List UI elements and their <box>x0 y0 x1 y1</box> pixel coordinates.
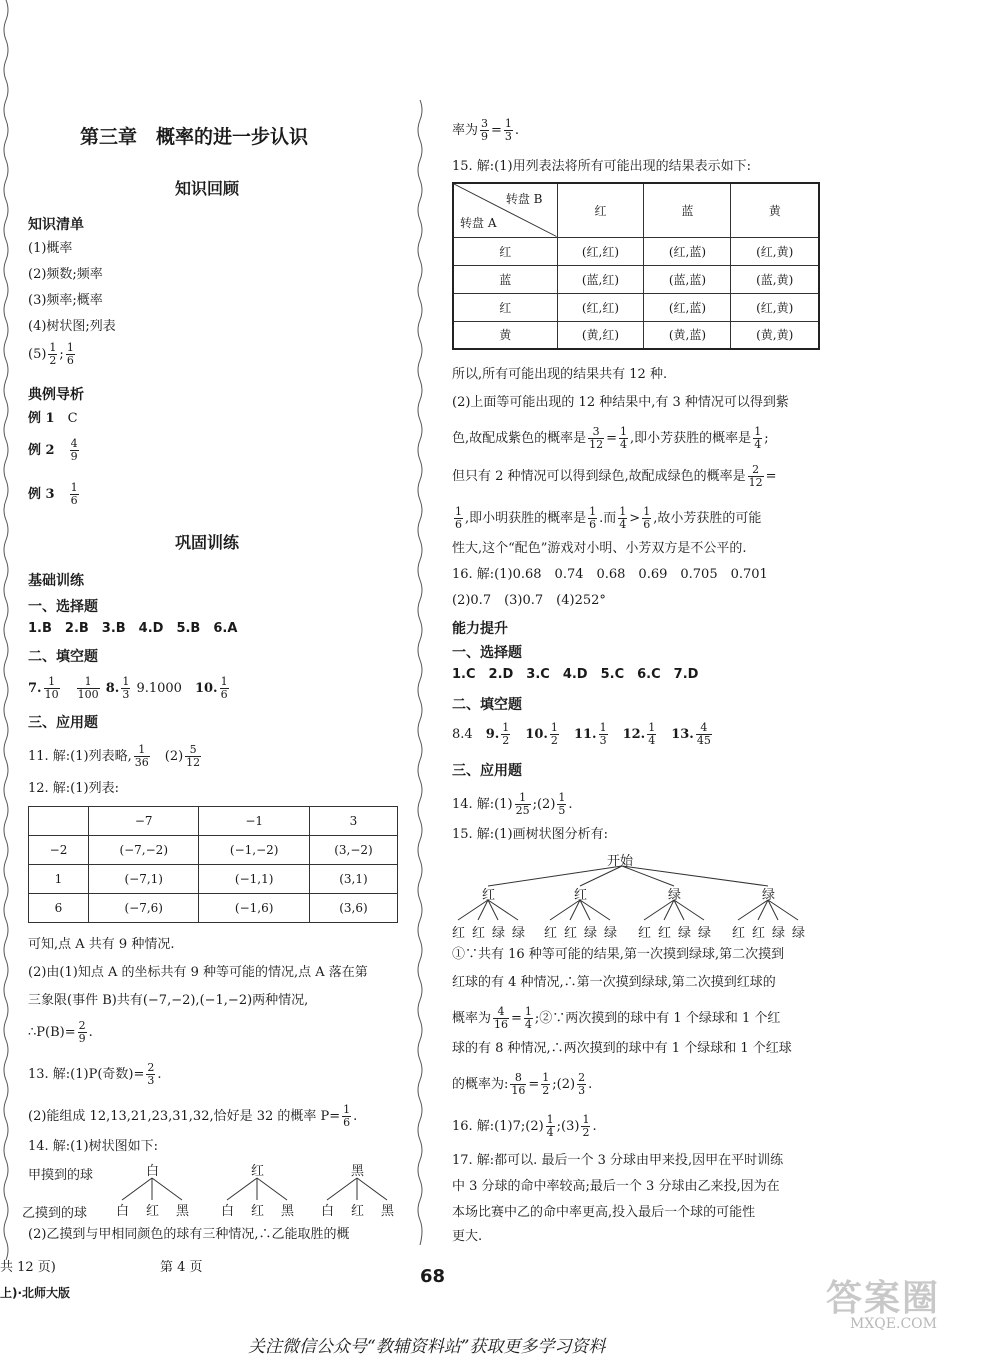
r-q16-part1: 16. 解:(1)0.68 0.74 0.68 0.69 0.705 0.701 <box>452 567 768 582</box>
tree-leaf: 红 <box>564 926 578 941</box>
table-cell: 蓝 <box>644 183 731 237</box>
table-cell: (蓝,蓝) <box>644 265 731 293</box>
review-title: 知识回顾 <box>175 179 240 198</box>
q14-intro: 14. 解:(1)树状图如下: <box>28 1139 158 1154</box>
q14-top-black: 黑 <box>351 1164 365 1179</box>
r-q15-part2: (2)上面等可能出现的 12 种结果中,有 3 种情况可以得到紫 <box>452 395 789 410</box>
table-cell: 蓝 <box>453 265 557 293</box>
tree-leaf: 红 <box>472 926 486 941</box>
q14-row2-label: 乙摸到的球 <box>22 1206 88 1221</box>
r-q15-tree-diagram <box>452 864 822 944</box>
bottom-promo-text: 关注微信公众号“教辅资料站”获取更多学习资料 <box>248 1337 606 1357</box>
table-cell: (蓝,红) <box>557 265 644 293</box>
tree-leaf: 绿 <box>678 926 692 941</box>
basic-heading: 基础训练 <box>28 573 84 589</box>
footer-page-label: 第 4 页 <box>160 1260 203 1275</box>
section-choice: 一、选择题 <box>28 599 98 615</box>
q15-table <box>452 182 820 350</box>
list-item-2: (2)频数;频率 <box>28 267 103 282</box>
table-cell: −7 <box>89 807 199 836</box>
r-q16-part2: (2)0.7 (3)0.7 (4)252° <box>452 593 606 608</box>
table-row <box>453 293 819 321</box>
r-q15-analysis-2: 红球的有 4 种情况,∴第一次摸到绿球,第二次摸到红球的 <box>452 975 776 990</box>
list-item-5: (5) $\frac{1}{2}$ ; $\frac{1}{6}$ <box>28 341 74 367</box>
q14-top-white: 白 <box>146 1164 160 1179</box>
tree-leaf: 绿 <box>604 926 618 941</box>
table-cell: 6 <box>29 894 89 923</box>
tree-leaf: 红 <box>752 926 766 941</box>
tree-leaf: 红 <box>732 926 746 941</box>
tree-leaf: 绿 <box>492 926 506 941</box>
tree-level1: 红 <box>574 888 588 903</box>
r-q17-line3: 本场比赛中乙的命中率更高,投入最后一个球的可能性 <box>452 1205 756 1220</box>
list-heading: 知识清单 <box>28 217 84 233</box>
table-cell: 黄 <box>453 321 557 349</box>
table-cell: (红,红) <box>557 293 644 321</box>
r-q17-line4: 更大. <box>452 1229 483 1244</box>
r-q15-purple: 色,故配成紫色的概率是 $\frac{3}{12}$ = $\frac{1}{4}$ ,即小芳获胜的概率是 $\frac{1}{4}$ ; <box>452 425 769 451</box>
q13-part1: 13. 解:(1)P(奇数)= $\frac{2}{3}$ . <box>28 1061 162 1087</box>
r-q15-green: 但只有 2 种情况可以得到绿色,故配成绿色的概率是 $\frac{2}{12}$ = <box>452 463 777 489</box>
q12-intro: 12. 解:(1)列表: <box>28 781 119 796</box>
section-application: 三、应用题 <box>28 715 98 731</box>
r-q15-tree-intro: 15. 解:(1)画树状图分析有: <box>452 827 608 842</box>
table-cell: (红,黄) <box>731 293 819 321</box>
q14-leaf: 黑 <box>281 1204 295 1219</box>
table-cell: (−1,6) <box>199 894 309 923</box>
table-cell: (3,1) <box>309 865 397 894</box>
q14-leaf: 黑 <box>381 1204 395 1219</box>
example-2: 例 2 $\frac{4}{9}$ <box>28 437 78 463</box>
q14-row1-label: 甲摸到的球 <box>28 1168 94 1183</box>
tree-leaf: 红 <box>452 926 466 941</box>
table-cell: (−7,6) <box>89 894 199 923</box>
table-cell: 黄 <box>731 183 819 237</box>
q14-leaf: 红 <box>146 1204 160 1219</box>
tree-leaf: 红 <box>638 926 652 941</box>
tree-level1: 绿 <box>668 888 682 903</box>
table-cell: −2 <box>29 836 89 865</box>
tree-leaf: 红 <box>544 926 558 941</box>
table-cell: (黄,黄) <box>731 321 819 349</box>
examples-heading: 典例导析 <box>28 387 84 403</box>
tree-leaf: 绿 <box>792 926 806 941</box>
table-row <box>29 894 398 923</box>
q14-leaf: 白 <box>221 1204 235 1219</box>
chapter-title: 第三章 概率的进一步认识 <box>80 126 309 148</box>
left-decorative-border <box>0 0 14 1260</box>
q14-leaf: 红 <box>251 1204 265 1219</box>
table-cell: (黄,红) <box>557 321 644 349</box>
r-choice-answers: 1.C 2.D 3.C 4.D 5.C 6.C 7.D <box>452 667 699 682</box>
table-cell: 1 <box>29 865 89 894</box>
tree-leaf: 绿 <box>698 926 712 941</box>
r-q15-compare: $\frac{1}{6}$ ,即小明获胜的概率是 $\frac{1}{6}$ .而 $\frac{1}{4}$ > $\frac{1}{6}$ ,故小芳获胜的可能 <box>455 505 762 531</box>
example-3: 例 3 $\frac{1}{6}$ <box>28 481 78 507</box>
corner-label-b: 转盘 B <box>505 192 543 206</box>
r-q17-line1: 17. 解:都可以. 最后一个 3 分球由甲来投,因甲在平时训练 <box>452 1153 784 1168</box>
r-section-choice: 一、选择题 <box>452 645 522 661</box>
table-cell: (−7,−2) <box>89 836 199 865</box>
tree-leaf: 红 <box>658 926 672 941</box>
watermark-site: MXQE.COM <box>850 1316 937 1332</box>
center-decorative-border <box>414 100 426 1245</box>
r-q17-line2: 中 3 分球的命中率较高;最后一个 3 分球由乙来投,因为在 <box>452 1179 780 1194</box>
table-row <box>29 865 398 894</box>
table-row <box>29 836 398 865</box>
r-section-fill: 二、填空题 <box>452 697 522 713</box>
table-row <box>453 321 819 349</box>
ability-heading: 能力提升 <box>452 621 508 637</box>
table-cell: (红,蓝) <box>644 237 731 265</box>
r-fill-answers: 8.4 9. $\frac{1}{2}$ 10. $\frac{1}{2}$ 11. $\frac{1}{3}$ 12. $\frac{1}{4}$ 13. $\frac{4}{45}$ <box>452 721 711 747</box>
q13-part2: (2)能组成 12,13,21,23,31,32,恰好是 32 的概率 P= $\frac{1}{6}$ . <box>28 1103 358 1129</box>
r-q15-analysis-4: 球的有 8 种情况,∴两次摸到的球中有 1 个绿球和 1 个红球 <box>452 1041 792 1056</box>
corner-cell <box>453 183 557 237</box>
tree-leaf: 绿 <box>584 926 598 941</box>
table-cell: (红,红) <box>557 237 644 265</box>
table-cell: (−1,1) <box>199 865 309 894</box>
q14-leaf: 白 <box>321 1204 335 1219</box>
q11-answer: 11. 解:(1)列表略, $\frac{1}{36}$ (2) $\frac{5}{12}$ <box>28 743 201 769</box>
fill-answers: 7. $\frac{1}{10}$ $\frac{1}{100}$ 8. $\frac{1}{3}$ 9.1000 10. $\frac{1}{6}$ <box>28 675 228 701</box>
tree-root: 开始 <box>607 854 634 869</box>
choice-answers: 1.B 2.B 3.B 4.D 5.B 6.A <box>28 621 238 636</box>
r-q15-total: 所以,所有可能出现的结果共有 12 种. <box>452 367 668 382</box>
table-cell: (3,−2) <box>309 836 397 865</box>
example-1: 例 1 C <box>28 411 78 426</box>
tree-level1: 红 <box>482 888 496 903</box>
table-cell: (−7,1) <box>89 865 199 894</box>
q12-part2-line1: (2)由(1)知点 A 的坐标共有 9 种等可能的情况,点 A 落在第 <box>28 965 368 980</box>
page-number: 68 <box>420 1266 446 1287</box>
table-cell: 红 <box>453 293 557 321</box>
table-cell: 红 <box>453 237 557 265</box>
r-q16-answer: 16. 解:(1)7;(2) $\frac{1}{4}$ ;(3) $\frac{1}{2}$ . <box>452 1113 597 1139</box>
table-row <box>453 265 819 293</box>
table-cell: (−1,−2) <box>199 836 309 865</box>
q12-table <box>28 806 398 923</box>
q14-leaf: 红 <box>351 1204 365 1219</box>
table-cell: (黄,蓝) <box>644 321 731 349</box>
r-q15-fairness: 性大,这个“配色”游戏对小明、小芳双方是不公平的. <box>452 541 747 556</box>
table-row <box>453 183 819 237</box>
tree-leaf: 绿 <box>772 926 786 941</box>
r-q14-answer: 14. 解:(1) $\frac{1}{25}$ ;(2) $\frac{1}{5}$ . <box>452 791 573 817</box>
r-q15-intro: 15. 解:(1)用列表法将所有可能出现的结果表示如下: <box>452 159 751 174</box>
watermark-logo: 答案圈 <box>826 1278 941 1319</box>
list-item-3: (3)频率;概率 <box>28 293 103 308</box>
q12-part2-line2: 三象限(事件 B)共有(−7,−2),(−1,−2)两种情况, <box>28 993 309 1008</box>
table-row <box>453 237 819 265</box>
tree-leaf: 绿 <box>512 926 526 941</box>
q14-part2: (2)乙摸到与甲相同颜色的球有三种情况,∴乙能取胜的概 <box>28 1227 350 1242</box>
r-q15-analysis-5: 的概率为: $\frac{8}{16}$ = $\frac{1}{2}$ ;(2) $\frac{2}{3}$ . <box>452 1071 593 1097</box>
q14-top-red: 红 <box>251 1164 265 1179</box>
q12-part2-line3: ∴P(B)= $\frac{2}{9}$ . <box>28 1019 93 1045</box>
consolidate-title: 巩固训练 <box>175 533 240 552</box>
table-cell: (红,蓝) <box>644 293 731 321</box>
q14-leaf: 黑 <box>176 1204 190 1219</box>
tree-level1: 绿 <box>762 888 776 903</box>
section-fill: 二、填空题 <box>28 649 98 665</box>
table-cell: (蓝,黄) <box>731 265 819 293</box>
r-section-application: 三、应用题 <box>452 763 522 779</box>
footer-total-pages: 共 12 页) <box>0 1260 56 1275</box>
q14-leaf: 白 <box>116 1204 130 1219</box>
list-item-1: (1)概率 <box>28 241 73 256</box>
table-row <box>29 807 398 836</box>
footer-edition: 上)·北师大版 <box>0 1286 71 1300</box>
r-q15-analysis-3: 概率为 $\frac{4}{16}$ = $\frac{1}{4}$ ;②∵两次摸到的球中有 1 个绿球和 1 个红 <box>452 1005 781 1031</box>
list-item-4: (4)树状图;列表 <box>28 319 116 334</box>
table-cell: (红,黄) <box>731 237 819 265</box>
table-cell: 红 <box>557 183 644 237</box>
table-cell: −1 <box>199 807 309 836</box>
table-cell <box>29 807 89 836</box>
r-q15-analysis-1: ①∵共有 16 种等可能的结果,第一次摸到绿球,第二次摸到 <box>452 947 785 962</box>
table-cell: (3,6) <box>309 894 397 923</box>
table-cell: 3 <box>309 807 397 836</box>
corner-label-a: 转盘 A <box>460 215 497 230</box>
r-top-line: 率为 $\frac{3}{9}$ = $\frac{1}{3}$ . <box>452 117 520 143</box>
q12-conclusion: 可知,点 A 共有 9 种情况. <box>28 937 175 952</box>
